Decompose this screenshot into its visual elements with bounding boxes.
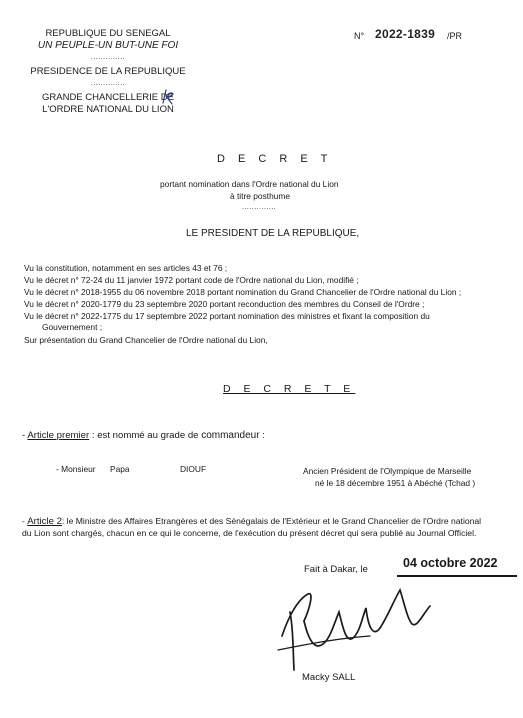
decree-title: D E C R E T	[217, 153, 333, 165]
consideration-continuation: Gouvernement ;	[42, 322, 103, 332]
consideration-item	[24, 299, 424, 309]
article-2: - Article 2: le Ministre des Affaires Etrangères et des Sénégalais de l'Extérieur et le Grand Chancelier de l'Ordre national	[22, 516, 482, 527]
article-text: : le Ministre des Affaires Etrangères et des Sénégalais de l'Extérieur et le Grand Chancelier de l'Ordre national	[61, 516, 482, 526]
presidency-name: PRESIDENCE DE LA REPUBLIQUE	[30, 66, 186, 77]
vu-label: Vu	[24, 287, 34, 297]
national-motto: UN PEUPLE-UN BUT-UNE FOI	[37, 40, 179, 51]
nominee-description-line2: né le 18 décembre 1951 à Abéché (Tchad )	[315, 478, 476, 488]
decree-subject-line1: portant nomination dans l'Ordre national du Lion	[160, 179, 339, 189]
nominee-title: - Monsieur	[56, 464, 96, 474]
republic-name: REPUBLIQUE DU SENEGAL	[45, 28, 171, 39]
consideration-item	[24, 263, 227, 273]
reference-suffix: /PR	[447, 31, 463, 41]
decree-subject-line2: à titre posthume	[230, 191, 291, 201]
article-text: : est nommé au grade de	[91, 430, 199, 441]
decrete-heading: D E C R E T E	[223, 383, 356, 395]
consideration-item	[24, 275, 359, 285]
nominee-last-name: DIOUF	[180, 464, 207, 474]
proposal-line: Sur présentation du Grand Chancelier de l'Ordre national du Lion,	[24, 335, 268, 345]
reference-prefix: N°	[354, 31, 365, 41]
handwritten-signature	[270, 566, 435, 678]
signing-date: 04 octobre 2022	[403, 556, 498, 570]
vu-label: Vu	[24, 311, 34, 321]
consideration-text: la constitution, notamment en ses articles 43 et 76 ;	[36, 263, 228, 273]
separator-dots: ..............	[90, 54, 126, 61]
separator-dots: ..............	[90, 80, 126, 87]
signing-place: Fait à Dakar, le	[304, 564, 368, 575]
consideration-text: le décret n° 72-24 du 11 janvier 1972 portant code de l'Ordre national du Lion, modifié ;	[36, 275, 359, 285]
chancellery-line1: GRANDE CHANCELLERIE DE	[42, 92, 174, 103]
decree-number: 2022-1839	[375, 27, 436, 41]
grade-name: commandeur	[201, 430, 260, 441]
signatory-name: Macky SALL	[302, 672, 356, 683]
article-2-line2: du Lion sont chargés, chacun en ce qui le concerne, de l'exécution du présent décret qui sera publié au Journal Officiel.	[22, 528, 477, 538]
vu-label: Vu	[24, 275, 34, 285]
article-premier: - Article premier : est nommé au grade de commandeur :	[22, 430, 265, 441]
issuing-authority: LE PRESIDENT DE LA REPUBLIQUE,	[186, 228, 360, 239]
handwritten-initial-mark	[160, 88, 176, 106]
consideration-item	[24, 311, 430, 321]
vu-label: Vu	[24, 299, 34, 309]
vu-label: Vu	[24, 263, 34, 273]
consideration-item	[24, 287, 461, 297]
article-colon: :	[262, 430, 265, 441]
nominee-first-name: Papa	[110, 464, 130, 474]
chancellery-line2: L'ORDRE NATIONAL DU LION	[42, 104, 174, 115]
consideration-text: le décret n° 2020-1779 du 23 septembre 2020 portant reconduction des membres du Conseil de l'Ordre ;	[36, 299, 425, 309]
article-label: Article 2	[27, 516, 62, 527]
article-label: Article premier	[27, 430, 90, 441]
nominee-description-line1: Ancien Président de l'Olympique de Marseille	[303, 466, 472, 476]
consideration-text: le décret n° 2022-1775 du 17 septembre 2022 portant nomination des ministres et fixant la composition du	[36, 311, 430, 321]
separator-dots: ..............	[242, 204, 277, 211]
consideration-text: le décret n° 2018-1955 du 06 novembre 2018 portant nomination du Grand Chancelier de l'Ordre national du Lion ;	[36, 287, 462, 297]
